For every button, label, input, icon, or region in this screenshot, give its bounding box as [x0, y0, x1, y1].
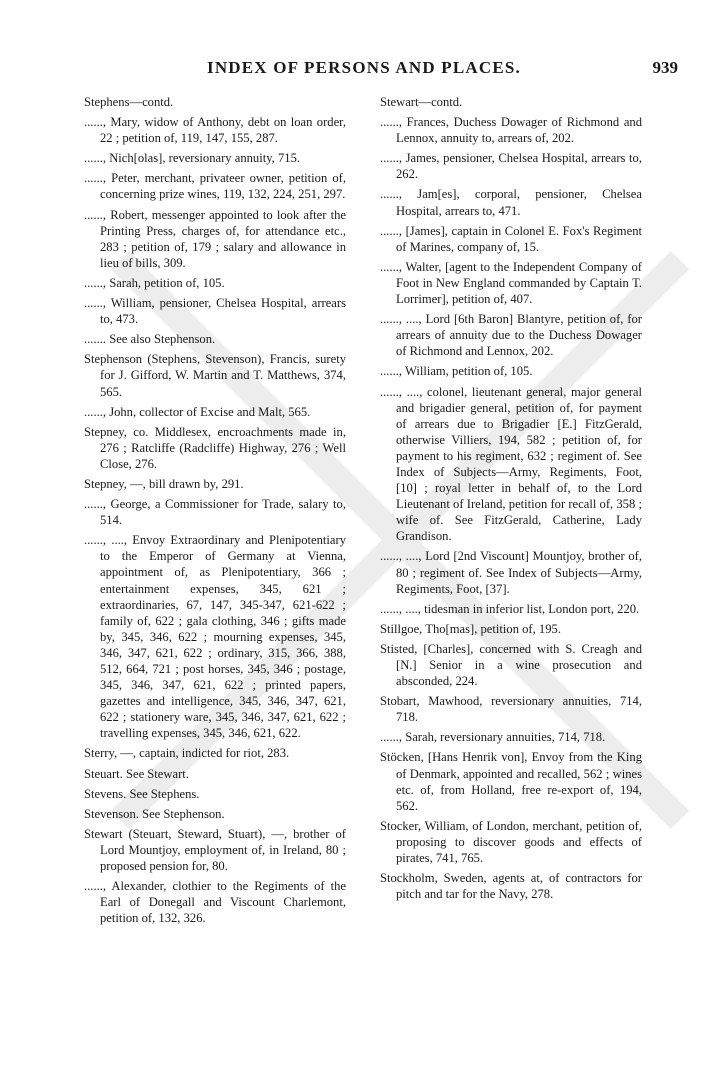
index-entry: Stobart, Mawhood, reversionary annuities, 714, 718. — [380, 694, 642, 725]
index-entry: ......, Frances, Duchess Dowager of Richmond and Lennox, annuity to, arrears of, 202. — [380, 115, 642, 146]
index-entry: ......, [James], captain in Colonel E. Fox's Regiment of Marines, company of, 15. — [380, 223, 642, 254]
index-entry: ....... See also Stephenson. — [84, 332, 216, 347]
index-entry: Stewart (Steuart, Steward, Stuart), —, brother of Lord Mountjoy, employment of, in Ireland, 80 ; proposed pension for, 80. — [84, 826, 346, 874]
continuation-heading: Stephens—contd. — [84, 95, 174, 109]
index-entry: ......, Robert, messenger appointed to look after the Printing Press, charges of, for attendance etc., 283 ; petition of, 179 ; salary and allowance in lieu of bills, 309. — [84, 207, 346, 270]
index-entry: Stockholm, Sweden, agents at, of contractors for pitch and tar for the Navy, 278. — [380, 871, 642, 902]
index-entry: ......, ...., Lord [2nd Viscount] Mountjoy, brother of, 80 ; regiment of. See Index of Subjects—Army, Regiments, Foot, [37]. — [380, 549, 642, 596]
index-entry: Stillgoe, Tho[mas], petition of, 195. — [380, 621, 561, 636]
index-entry: ......, James, pensioner, Chelsea Hospital, arrears to, 262. — [380, 151, 642, 182]
index-entry: ......, Sarah, petition of, 105. — [84, 275, 225, 290]
index-entry: ......, Alexander, clothier to the Regiments of the Earl of Donegall and Viscount Charlemont, petition of, 132, 326. — [84, 879, 346, 926]
index-entry: Stisted, [Charles], concerned with S. Creagh and [N.] Senior in a wine prosecution and absconded, 224. — [380, 641, 642, 689]
index-entry: ......, Peter, merchant, privateer owner, petition of, concerning prize wines, 119, 132, 224, 251, 297. — [84, 171, 346, 202]
index-entry: ......, Walter, [agent to the Independent Company of Foot in New England commanded by Captain T. Lorrimer], petition of, 407. — [380, 259, 642, 307]
index-entry: ......, John, collector of Excise and Malt, 565. — [84, 404, 311, 419]
index-entry: Steuart. See Stewart. — [84, 766, 189, 781]
index-entry: Stöcken, [Hans Henrik von], Envoy from the King of Denmark, appointed and recalled, 562 ; wines etc. of, from Holland, free re-export of, 194, 562. — [380, 750, 642, 813]
index-entry: Stepney, —, bill drawn by, 291. — [84, 476, 244, 491]
index-entry: ......, Sarah, reversionary annuities, 714, 718. — [380, 730, 606, 745]
index-entry: ......, ...., Lord [6th Baron] Blantyre, petition of, for arrears of annuity due to the Duchess Dowager of Richmond and Lennox, 202. — [380, 312, 642, 359]
index-entry: Stepney, co. Middlesex, encroachments made in, 276 ; Ratcliffe (Radcliffe) Highway, 276 ; Well Close, 276. — [84, 424, 346, 471]
index-entry: Sterry, —, captain, indicted for riot, 283. — [84, 746, 290, 761]
left-column — [84, 94, 346, 930]
index-entry: ......, Mary, widow of Anthony, debt on loan order, 22 ; petition of, 119, 147, 155, 287. — [84, 115, 346, 146]
page-number: 939 — [652, 58, 678, 77]
continuation-heading: Stewart—contd. — [380, 95, 463, 109]
index-entry: ......, ...., colonel, lieutenant general, major general and brigadier general, petition of, for payment of arrears due to Brigadier [E.] FitzGerald, otherwise Villiers, 194, 582 ; petition of, for payment to his regiment, 632 ; regiment of. See Index of Subjects—Army, Regiments, Foot, [10] ; royal letter in behalf of, to the Lord Lieutenant of Ireland, petition for recall of, 358 ; wife of. See FitzGerald, Catherine, Lady Grandison. — [380, 384, 642, 544]
index-entry: ......, William, pensioner, Chelsea Hospital, arrears to, 473. — [84, 296, 346, 327]
page-header-title: INDEX OF PERSONS AND PLACES. — [207, 58, 521, 77]
index-entry: ......, Jam[es], corporal, pensioner, Chelsea Hospital, arrears to, 471. — [380, 187, 642, 218]
index-entry: Stevenson. See Stephenson. — [84, 806, 225, 821]
index-entry: ......, ...., Envoy Extraordinary and Plenipotentiary to the Emperor of Germany at Vienna, appointment of, as Plenipotentiary, 366 ; entertainment expenses, 345, 621 ; extraordinaries, 67, 147, 345-347, 621-622 ; family of, 622 ; gala clothing, 346 ; gifts made by, 345, 346, 622 ; mourning expenses, 345, 346, 347, 621, 622 ; ordinary, 315, 366, 388, 512, 664, 721 ; post horses, 345, 346 ; postage, 345, 346, 347, 621, 622 ; printed papers, gazettes and intelligence, 345, 346, 347, 621, 622 ; stationery ware, 345, 346, 347, 621, 622 ; travelling expenses, 345, 346, 621, 622. — [84, 533, 346, 741]
index-entry: Stephenson (Stephens, Stevenson), Francis, surety for J. Gifford, W. Martin and T. Matthews, 374, 565. — [84, 352, 346, 399]
index-entry: Stevens. See Stephens. — [84, 786, 200, 801]
index-entry: ......, Nich[olas], reversionary annuity, 715. — [84, 151, 301, 166]
index-entry: ......, William, petition of, 105. — [380, 364, 533, 379]
index-entry: Stocker, William, of London, merchant, petition of, proposing to discover goods and effects of pirates, 741, 765. — [380, 818, 642, 866]
index-entry: ......, ...., tidesman in inferior list, London port, 220. — [380, 601, 640, 616]
right-column — [380, 94, 642, 906]
index-entry: ......, George, a Commissioner for Trade, salary to, 514. — [84, 497, 346, 528]
